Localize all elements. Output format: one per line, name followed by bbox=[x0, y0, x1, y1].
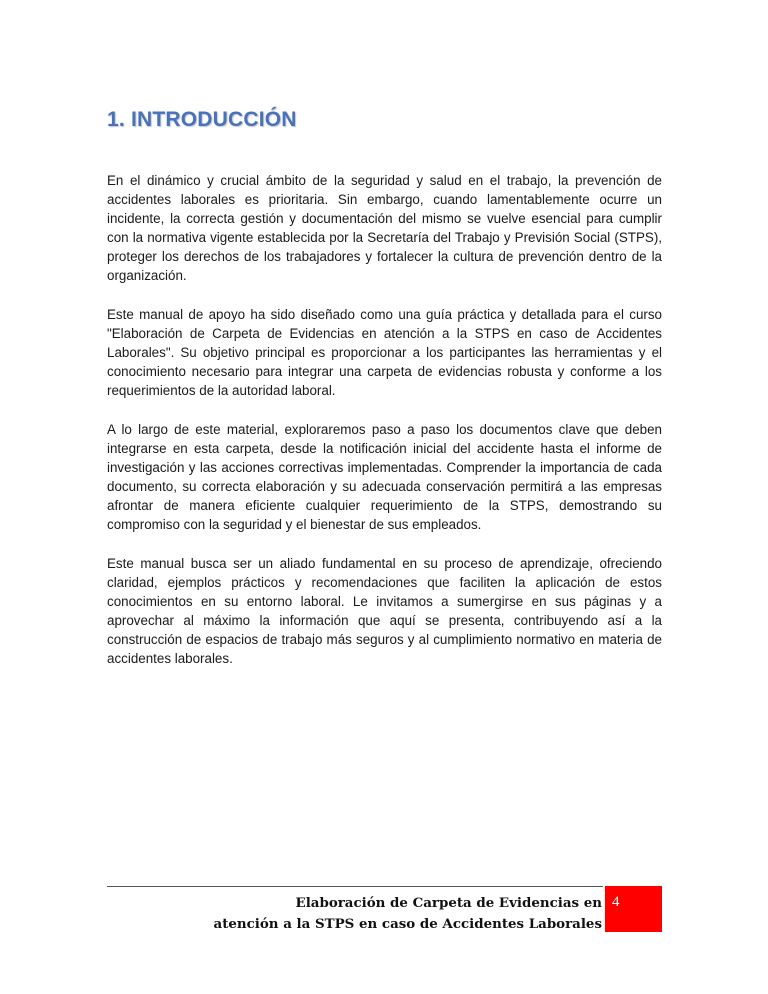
paragraph-2: Este manual de apoyo ha sido diseñado como una guía práctica y detallada para el curso "Elaboración de Carpeta de Evidencias en atención a la STPS en caso de Accidentes Laborales". Su objetivo principal es proporcionar a los participantes las herramientas y el conocimiento necesario para integrar una carpeta de evidencias robusta y conforme a los requerimientos de la autoridad laboral. bbox=[107, 307, 662, 398]
paragraph-4: Este manual busca ser un aliado fundamental en su proceso de aprendizaje, ofreciendo claridad, ejemplos prácticos y recomendaciones que faciliten la aplicación de estos conocimientos en su entorno laboral. Le invitamos a sumergirse en sus páginas y a aprovechar al máximo la información que aquí se presenta, contribuyendo así a la construcción de espacios de trabajo más seguros y al cumplimiento normativo en materia de accidentes laborales. bbox=[107, 556, 662, 666]
paragraph-3: A lo largo de este material, exploraremos paso a paso los documentos clave que deben integrarse en esta carpeta, desde la notificación inicial del accidente hasta el informe de investigación y las acciones correctivas implementadas. Comprender la importancia de cada documento, su correcta elaboración y su adecuada conservación permitirá a las empresas afrontar de manera eficiente cualquier requerimiento de la STPS, demostrando su compromiso con la seguridad y el bienestar de sus empleados. bbox=[107, 422, 662, 532]
paragraph-1: En el dinámico y crucial ámbito de la seguridad y salud en el trabajo, la prevención de accidentes laborales es prioritaria. Sin embargo, cuando lamentablemente ocurre un incidente, la correcta gestión y documentación del mismo se vuelve esencial para cumplir con la normativa vigente establecida por la Secretaría del Trabajo y Previsión Social (STPS), proteger los derechos de los trabajadores y fortalecer la cultura de prevención dentro de la organización. bbox=[107, 173, 662, 283]
footer-title-line-2: atención a la STPS en caso de Accidentes Laborales bbox=[213, 916, 602, 932]
page-number: 4 bbox=[612, 894, 620, 910]
footer-title-line-1: Elaboración de Carpeta de Evidencias en bbox=[295, 895, 602, 911]
body-text bbox=[107, 171, 662, 688]
page-number-box bbox=[605, 886, 662, 932]
section-title: 1. INTRODUCCIÓN bbox=[107, 108, 297, 131]
footer-divider bbox=[107, 886, 603, 887]
footer-title bbox=[132, 893, 602, 935]
